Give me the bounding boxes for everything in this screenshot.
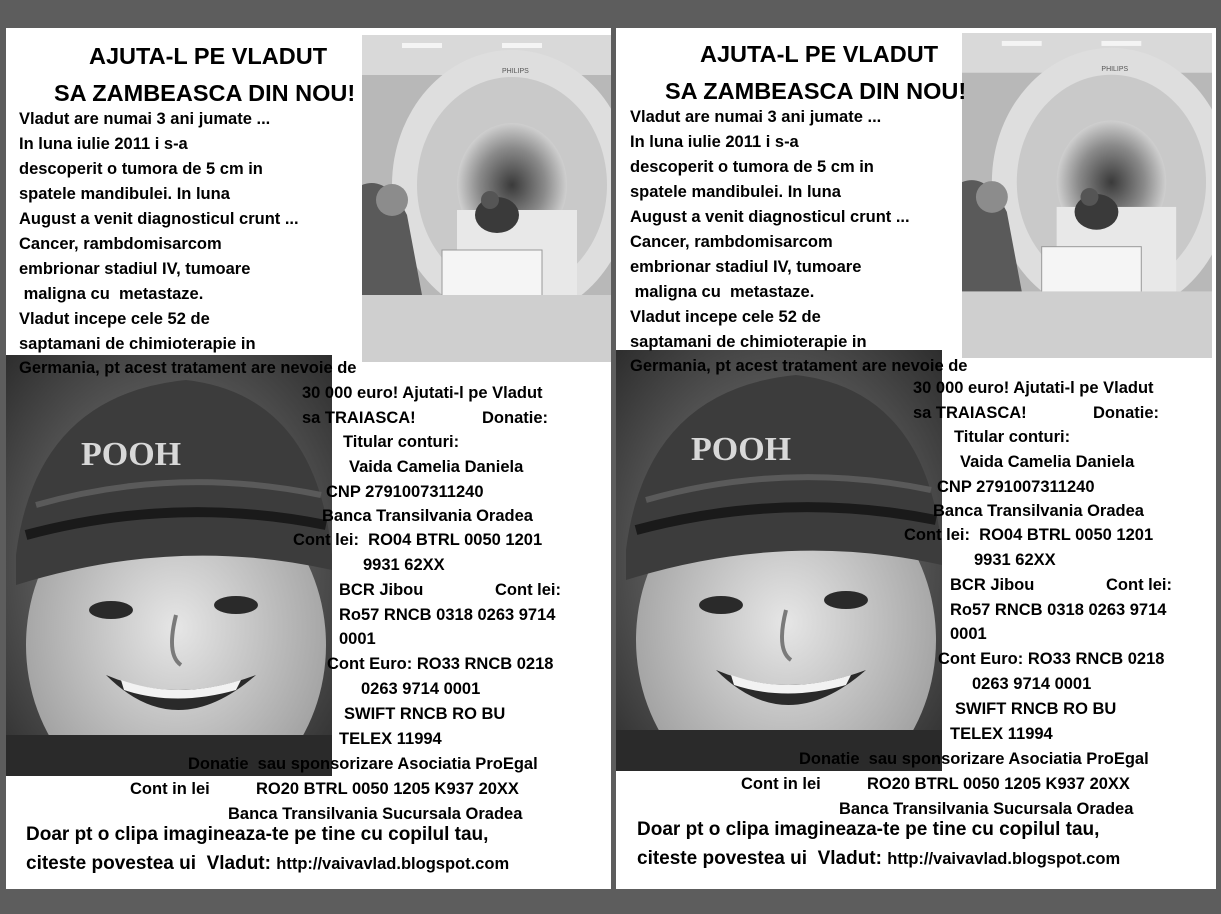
story-line: Germania, pt acest tratament are nevoie de [19, 359, 357, 377]
footer-text: citeste povestea ui Vladut: [637, 848, 888, 869]
blog-link[interactable]: http://vaivavlad.blogspot.com [887, 850, 1121, 868]
footer-line-1: Doar pt o clipa imagineaza-te pe tine cu copilul tau, [26, 824, 489, 845]
story-line: saptamani de chimioterapie in [630, 333, 867, 351]
title-line-2: SA ZAMBEASCA DIN NOU! [665, 78, 967, 104]
cont-lei-1-cont: 9931 62XX [974, 551, 1056, 569]
story-line: embrionar stadiul IV, tumoare [630, 258, 862, 276]
story-line: embrionar stadiul IV, tumoare [19, 260, 251, 278]
cont-euro: Cont Euro: RO33 RNCB 0218 [327, 655, 554, 673]
story-line: Vladut are numai 3 ani jumate ... [19, 110, 271, 128]
cont-euro-cont: 0263 9714 0001 [972, 675, 1092, 693]
appeal-line: 30 000 euro! Ajutati-l pe Vladut [302, 384, 543, 402]
footer-line-1: Doar pt o clipa imagineaza-te pe tine cu copilul tau, [637, 819, 1100, 840]
bank-2: BCR Jibou [950, 576, 1035, 594]
sponsor-cont: RO20 BTRL 0050 1205 K937 20XX [256, 780, 519, 798]
cont-lei-2-cont: 0001 [950, 625, 987, 643]
donation-label: Donatie: [1093, 404, 1159, 422]
cont-lei-2: Ro57 RNCB 0318 0263 9714 [950, 601, 1167, 619]
story-line: In luna iulie 2011 i s-a [19, 135, 188, 153]
story-line: Cancer, rambdomisarcom [630, 233, 833, 251]
cont-lei-label: Cont lei: [1106, 576, 1172, 594]
appeal-line: 30 000 euro! Ajutati-l pe Vladut [913, 379, 1154, 397]
cont-lei-1-cont: 9931 62XX [363, 556, 445, 574]
story-line: Vladut incepe cele 52 de [630, 308, 821, 326]
mri-scanner-photo-icon [362, 35, 611, 362]
story-line: Cancer, rambdomisarcom [19, 235, 222, 253]
blog-link[interactable]: http://vaivavlad.blogspot.com [276, 855, 510, 873]
bank-1: Banca Transilvania Oradea [933, 502, 1144, 520]
sponsor-cont: RO20 BTRL 0050 1205 K937 20XX [867, 775, 1130, 793]
hat-label: POOH [691, 431, 792, 468]
donation-label: Donatie: [482, 409, 548, 427]
story-line: descoperit o tumora de 5 cm in [19, 160, 263, 178]
cont-lei-label: Cont lei: [495, 581, 561, 599]
footer-line-2 [26, 852, 509, 876]
cont-lei-2-cont: 0001 [339, 630, 376, 648]
smiling-child-photo-icon [6, 355, 332, 776]
sponsor-cont-label: Cont in lei [130, 780, 210, 798]
story-line: descoperit o tumora de 5 cm in [630, 158, 874, 176]
bank-1: Banca Transilvania Oradea [322, 507, 533, 525]
mri-scanner-photo-icon [962, 33, 1212, 358]
appeal-line: sa TRAIASCA! [913, 404, 1027, 422]
story-line: spatele mandibulei. In luna [630, 183, 841, 201]
swift: SWIFT RNCB RO BU [955, 700, 1117, 718]
flyer-right [616, 28, 1216, 889]
story-line: Germania, pt acest tratament are nevoie de [630, 357, 968, 375]
holder-name: Vaida Camelia Daniela [960, 453, 1135, 471]
hat-label: POOH [81, 436, 182, 473]
cont-euro: Cont Euro: RO33 RNCB 0218 [938, 650, 1165, 668]
story-line: saptamani de chimioterapie in [19, 335, 256, 353]
holder-label: Titular conturi: [954, 428, 1071, 446]
title-line-1: AJUTA-L PE VLADUT [700, 41, 939, 67]
title-line-2: SA ZAMBEASCA DIN NOU! [54, 80, 356, 106]
sponsor-bank: Banca Transilvania Sucursala Oradea [839, 800, 1134, 818]
story-line: August a venit diagnosticul crunt ... [630, 208, 910, 226]
smiling-child-photo-icon [616, 350, 942, 771]
cont-lei-2: Ro57 RNCB 0318 0263 9714 [339, 606, 556, 624]
story-line: maligna cu metastaze. [630, 283, 815, 301]
sponsor-cont-label: Cont in lei [741, 775, 821, 793]
bank-2: BCR Jibou [339, 581, 424, 599]
telex: TELEX 11994 [950, 725, 1053, 743]
story-line: Vladut incepe cele 52 de [19, 310, 210, 328]
holder-label: Titular conturi: [343, 433, 460, 451]
sponsor-line: Donatie sau sponsorizare Asociatia ProEgal [799, 750, 1149, 768]
sponsor-line: Donatie sau sponsorizare Asociatia ProEgal [188, 755, 538, 773]
sponsor-bank: Banca Transilvania Sucursala Oradea [228, 805, 523, 823]
swift: SWIFT RNCB RO BU [344, 705, 506, 723]
holder-name: Vaida Camelia Daniela [349, 458, 524, 476]
story-line: Vladut are numai 3 ani jumate ... [630, 108, 882, 126]
flyer-left [6, 28, 611, 889]
cont-lei-1: Cont lei: RO04 BTRL 0050 1201 [293, 531, 543, 549]
cont-lei-1: Cont lei: RO04 BTRL 0050 1201 [904, 526, 1154, 544]
cnp: CNP 2791007311240 [937, 478, 1095, 496]
cnp: CNP 2791007311240 [326, 483, 484, 501]
story-line: August a venit diagnosticul crunt ... [19, 210, 299, 228]
scanner-brand-label: PHILIPS [1101, 65, 1129, 73]
appeal-line: sa TRAIASCA! [302, 409, 416, 427]
story-line: spatele mandibulei. In luna [19, 185, 230, 203]
story-line: maligna cu metastaze. [19, 285, 204, 303]
telex: TELEX 11994 [339, 730, 442, 748]
scanner-brand-label: PHILIPS [502, 68, 529, 75]
story-line: In luna iulie 2011 i s-a [630, 133, 799, 151]
title-line-1: AJUTA-L PE VLADUT [89, 43, 328, 69]
footer-line-2 [637, 847, 1120, 871]
footer-text: citeste povestea ui Vladut: [26, 853, 277, 874]
cont-euro-cont: 0263 9714 0001 [361, 680, 481, 698]
